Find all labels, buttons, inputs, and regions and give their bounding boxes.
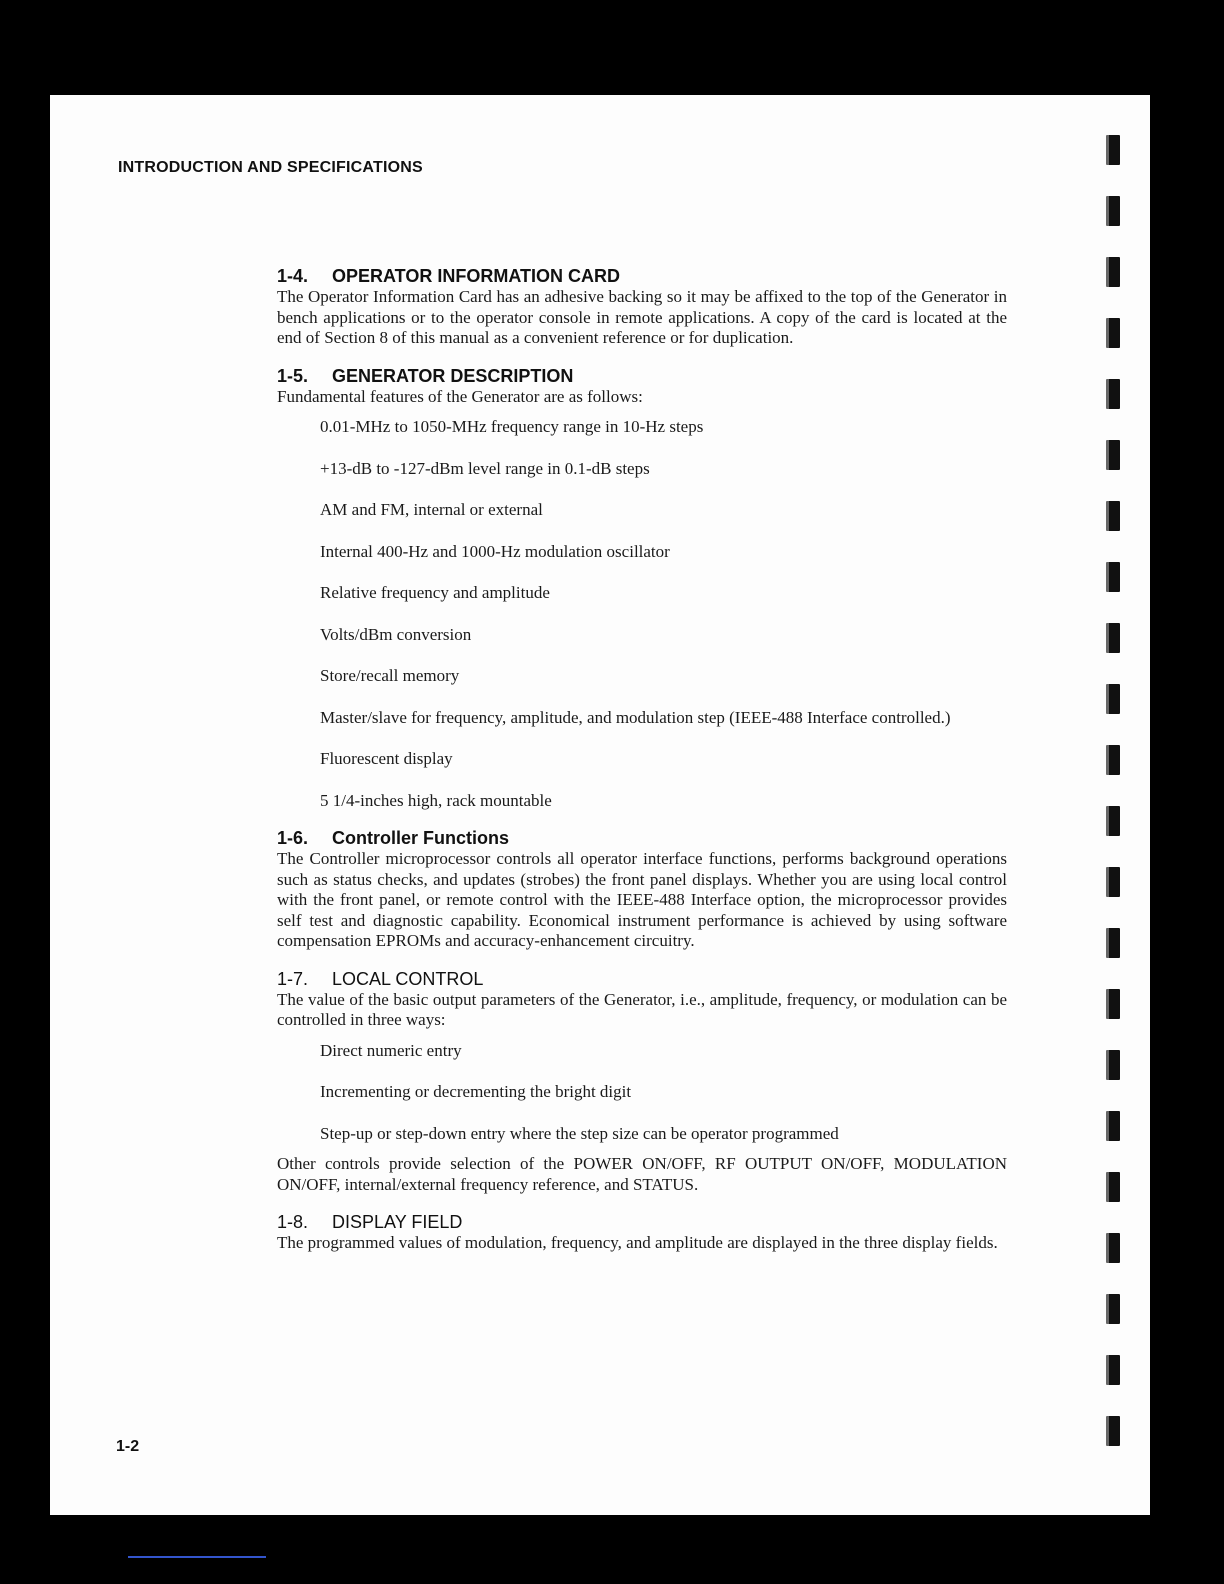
binder-tab	[1106, 135, 1120, 165]
section-number: 1-8.	[277, 1212, 309, 1232]
section-heading	[277, 968, 1007, 990]
section-generator-description	[277, 365, 1007, 812]
binder-tab	[1106, 867, 1120, 897]
section-title: Controller Functions	[332, 828, 509, 848]
section-intro: Fundamental features of the Generator are as follows:	[277, 386, 643, 406]
feature-list	[320, 417, 1007, 811]
running-header: INTRODUCTION AND SPECIFICATIONS	[118, 159, 423, 176]
binder-tab	[1106, 318, 1120, 348]
section-body: The Operator Information Card has an adhesive backing so it may be affixed to the top of the Generator in bench applications or to the operator console in remote applications. A copy of the card is located at the end of Section 8 of this manual as a convenient reference or for duplication.	[277, 287, 1007, 347]
binder-tab	[1106, 379, 1120, 409]
section-number: 1-5.	[277, 365, 309, 386]
manual-page	[50, 95, 1150, 1515]
binder-tab	[1106, 196, 1120, 226]
binder-tab	[1106, 1172, 1120, 1202]
binder-tab-strip	[1106, 135, 1124, 1477]
section-number: 1-4.	[277, 266, 309, 286]
scan-artifact-line	[128, 1556, 266, 1558]
binder-tab	[1106, 501, 1120, 531]
section-title: OPERATOR INFORMATION CARD	[332, 266, 620, 286]
section-heading	[277, 265, 1007, 287]
section-number: 1-7.	[277, 968, 309, 989]
list-item: Incrementing or decrementing the bright digit	[320, 1082, 632, 1101]
section-intro: The value of the basic output parameters of the Generator, i.e., amplitude, frequency, or modulation can be controlled in three ways:	[277, 989, 1007, 1029]
binder-tab	[1106, 1416, 1120, 1446]
list-item: Master/slave for frequency, amplitude, and modulation step (IEEE-488 Interface controlled.)	[320, 707, 951, 727]
control-methods-list	[320, 1041, 1007, 1145]
list-item: Internal 400-Hz and 1000-Hz modulation oscillator	[320, 541, 670, 561]
main-content	[277, 265, 1007, 1270]
section-display-field	[277, 1211, 1007, 1254]
list-item: +13-dB to -127-dBm level range in 0.1-dB steps	[320, 458, 650, 478]
binder-tab	[1106, 562, 1120, 592]
list-item: AM and FM, internal or external	[320, 500, 543, 519]
binder-tab	[1106, 1294, 1120, 1324]
section-heading	[277, 365, 1007, 387]
section-number: 1-6.	[277, 828, 309, 848]
binder-tab	[1106, 257, 1120, 287]
binder-tab	[1106, 1050, 1120, 1080]
section-heading	[277, 827, 1007, 849]
list-item: Step-up or step-down entry where the step size can be operator programmed	[320, 1123, 839, 1143]
binder-tab	[1106, 1111, 1120, 1141]
section-local-control	[277, 968, 1007, 1196]
list-item: 5 1/4-inches high, rack mountable	[320, 790, 552, 810]
list-item: Store/recall memory	[320, 666, 460, 685]
section-outro: Other controls provide selection of the POWER ON/OFF, RF OUTPUT ON/OFF, MODULATION ON/OFF, internal/external frequency reference, and STATUS.	[277, 1154, 1007, 1194]
section-operator-info-card	[277, 265, 1007, 349]
binder-tab	[1106, 928, 1120, 958]
section-title: GENERATOR DESCRIPTION	[332, 365, 574, 386]
section-heading	[277, 1211, 1007, 1233]
section-controller-functions	[277, 827, 1007, 952]
list-item: Volts/dBm conversion	[320, 624, 472, 644]
binder-tab	[1106, 989, 1120, 1019]
section-title: DISPLAY FIELD	[332, 1212, 463, 1232]
list-item: Relative frequency and amplitude	[320, 583, 550, 602]
section-title: LOCAL CONTROL	[332, 968, 484, 989]
binder-tab	[1106, 745, 1120, 775]
list-item: 0.01-MHz to 1050-MHz frequency range in 10-Hz steps	[320, 417, 704, 436]
binder-tab	[1106, 440, 1120, 470]
list-item: Direct numeric entry	[320, 1040, 462, 1060]
binder-tab	[1106, 806, 1120, 836]
binder-tab	[1106, 684, 1120, 714]
section-body: The Controller microprocessor controls all operator interface functions, performs background operations such as status checks, and updates (strobes) the front panel displays. Whether you are using local control with the front panel, or remote control with the IEEE-488 Interface option, the microprocessor provides self test and diagnostic capability. Economical instrument performance is achieved by using software compensation EPROMs and accuracy-enhancement circuitry.	[277, 849, 1007, 950]
page-number: 1-2	[116, 1438, 140, 1455]
binder-tab	[1106, 1355, 1120, 1385]
list-item: Fluorescent display	[320, 749, 453, 768]
section-body: The programmed values of modulation, frequency, and amplitude are displayed in the three display fields.	[277, 1233, 998, 1252]
binder-tab	[1106, 1233, 1120, 1263]
binder-tab	[1106, 623, 1120, 653]
